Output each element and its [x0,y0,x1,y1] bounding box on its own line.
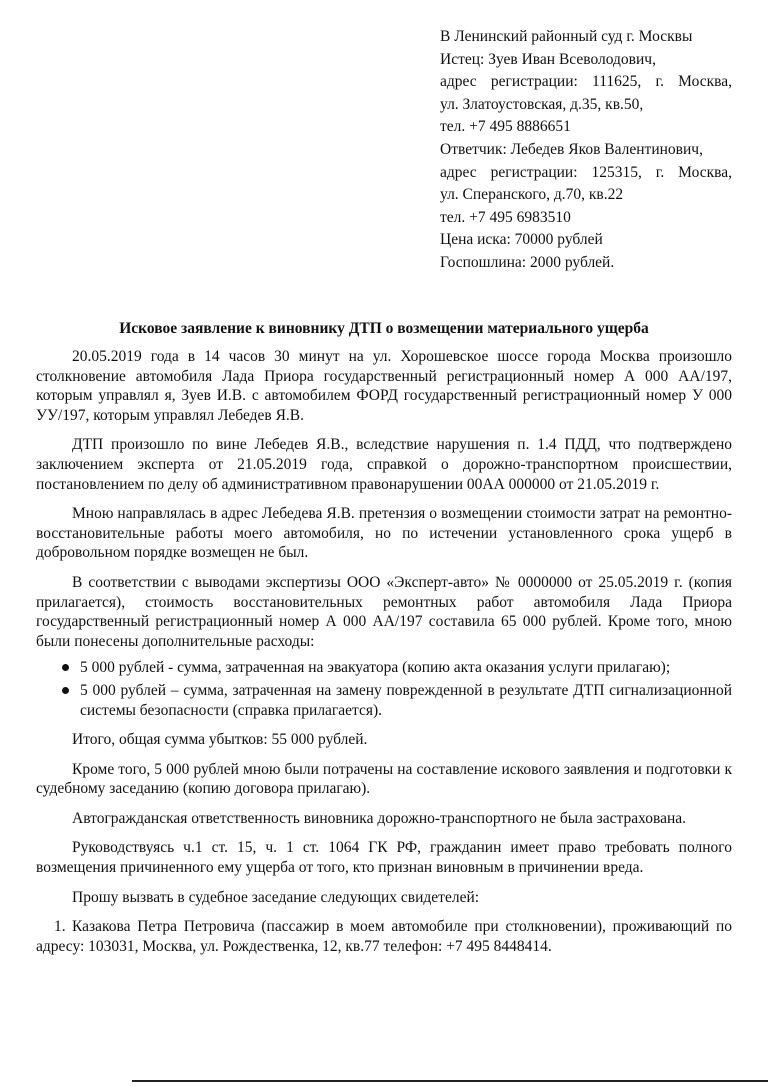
court-line: В Ленинский районный суд г. Москвы [440,28,693,45]
expense-text: 5 000 рублей – сумма, затраченная на замену поврежденной в результате ДТП сигнализационной системы безопасности (справка прилагается). [80,681,732,719]
paragraph-fault: ДТП произошло по вине Лебедев Я.В., вследствие нарушения п. 1.4 ПДД, что подтверждено заключением эксперта от 21.05.2019 года, справкой о дорожно-транспортном происшествии, постановлением по делу об административном правонарушении 00АА 000000 от 21.05.2019 г. [36,436,732,493]
bullet-icon [62,664,69,671]
document-title: Исковое заявление к виновнику ДТП о возмещении материального ущерба [119,320,649,337]
paragraph-legal-costs: Кроме того, 5 000 рублей мною были потрачены на составление искового заявления и подготовки к судебному заседанию (копию договора прилагаю). [36,760,732,798]
bullet-icon [62,687,69,694]
plaintiff-phone-line: тел. +7 495 8886651 [440,118,571,136]
defendant-line: Ответчик: Лебедев Яков Валентинович, [440,140,703,158]
witness-text: Казакова Петра Петровича (пассажир в моем автомобиле при столкновении), проживающий по адресу: 103031, Москва, ул. Рождественка, 12, кв.77 телефон: +7 495 8448414. [36,918,732,955]
plaintiff-address-line: адрес регистрации: 111625, г. Москва, [440,73,732,91]
claim-price-line: Цена иска: 70000 рублей [440,231,603,249]
paragraph-incident: 20.05.2019 года в 14 часов 30 минут на ул. Хорошевское шоссе города Москва произошло столкновение автомобиля Лада Приора государственный регистрационный номер А 000 АА/197, которым управлял я, Зуев И.В. с автомобилем ФОРД государственный регистрационный номер У 000 УУ/197, которым управлял Лебедев Я.В. [36,348,732,424]
paragraph-claim: Мною направлялась в адрес Лебедева Я.В. претензия о возмещении стоимости затрат на ремонтно-восстановительные работы моего автомобиля, но по истечении установленного срока ущерб в добровольном порядке возмещен не был. [36,505,732,562]
paragraph-witness-request: Прошу вызвать в судебное заседание следующих свидетелей: [72,888,480,906]
paragraph-total: Итого, общая сумма убытков: 55 000 рублей. [72,731,368,749]
defendant-address-line: адрес регистрации: 125315, г. Москва, [440,163,732,181]
expenses-list [36,658,732,720]
page-divider [132,1080,768,1082]
witness-number: 1. [54,918,66,936]
defendant-street-line: ул. Сперанского, д.70, кв.22 [440,186,624,204]
plaintiff-line: Истец: Зуев Иван Всеволодович, [440,50,656,68]
list-item [36,917,732,956]
list-item [36,658,732,678]
witness-list [36,917,732,956]
document-body [36,347,732,956]
addressee-block [440,26,732,275]
expense-text: 5 000 рублей - сумма, затраченная на эвакуатора (копию акта оказания услуги прилагаю); [80,659,671,677]
paragraph-expertise: В соответствии с выводами экспертизы ООО «Эксперт-авто» № 0000000 от 25.05.2019 г. (копия прилагается), стоимость восстановительных ремонтных работ автомобиля Лада Приора государственный регистрационный номер А 000 АА/197 составила 65 000 рублей. Кроме того, мною были понесены дополнительные расходы: [36,573,732,650]
defendant-phone-line: тел. +7 495 6983510 [440,208,571,226]
paragraph-legal-basis: Руководствуясь ч.1 ст. 15, ч. 1 ст. 1064 ГК РФ, гражданин имеет право требовать полного возмещения причиненного ему ущерба от того, кто признан виновным в причинении вреда. [36,839,732,877]
list-item [36,681,732,720]
state-fee-line: Госпошлина: 2000 рублей. [440,253,615,271]
plaintiff-street-line: ул. Златоустовская, д.35, кв.50, [440,95,644,113]
paragraph-insurance: Автогражданская ответственность виновника дорожно-транспортного не была застрахована. [72,809,687,827]
